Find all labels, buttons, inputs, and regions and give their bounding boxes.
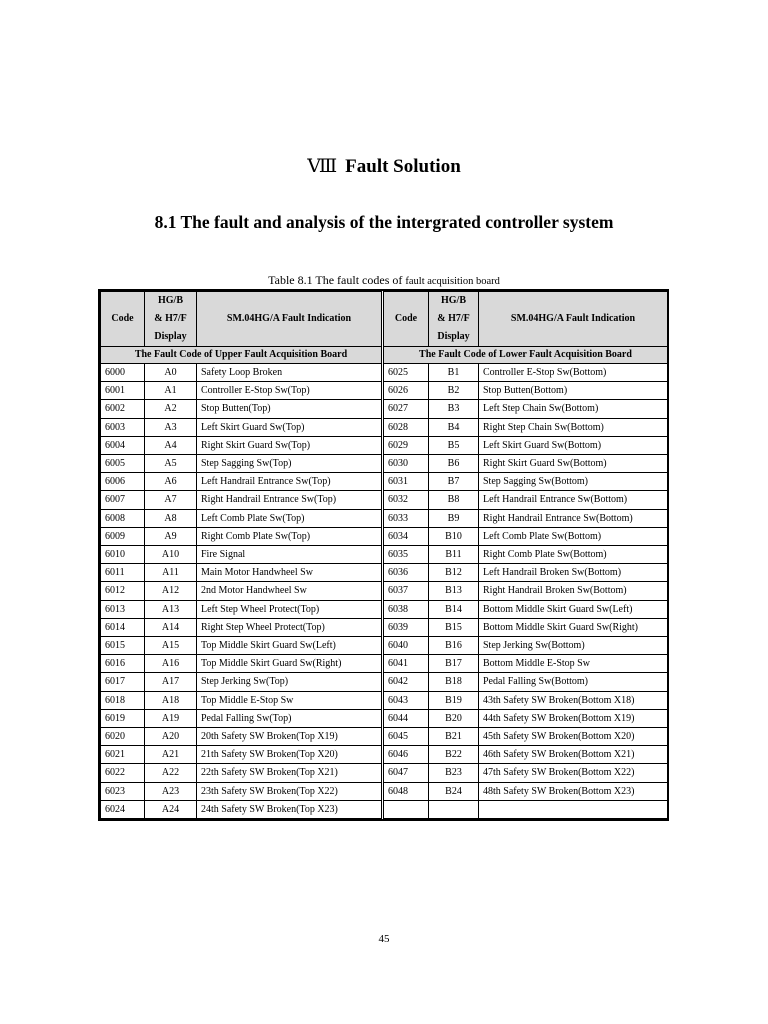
upper-indication-cell: Pedal Falling Sw(Top) (197, 709, 383, 727)
lower-display-cell: B15 (429, 618, 479, 636)
upper-display-cell: A22 (145, 764, 197, 782)
lower-display-cell: B23 (429, 764, 479, 782)
upper-display-cell: A21 (145, 746, 197, 764)
upper-indication-cell: Right Handrail Entrance Sw(Top) (197, 491, 383, 509)
lower-code-cell: 6044 (383, 709, 429, 727)
lower-indication-cell: Step Jerking Sw(Bottom) (479, 637, 668, 655)
lower-code-cell: 6032 (383, 491, 429, 509)
table-row (101, 436, 668, 454)
lower-code-cell: 6033 (383, 509, 429, 527)
lower-display-cell: B12 (429, 564, 479, 582)
upper-indication-cell: Controller E-Stop Sw(Top) (197, 382, 383, 400)
lower-code-cell: 6028 (383, 418, 429, 436)
table-row (101, 800, 668, 818)
lower-indication-cell: Right Handrail Broken Sw(Bottom) (479, 582, 668, 600)
lower-code-cell: 6031 (383, 473, 429, 491)
upper-display-cell: A14 (145, 618, 197, 636)
table-body (101, 364, 668, 819)
table-row (101, 455, 668, 473)
upper-code-cell: 6024 (101, 800, 145, 818)
page-number: 45 (378, 933, 390, 945)
table-row (101, 473, 668, 491)
lower-code-cell: 6030 (383, 455, 429, 473)
lower-display-cell: B19 (429, 691, 479, 709)
table-caption-small: fault acquisition board (405, 276, 500, 287)
lower-code-cell: 6035 (383, 546, 429, 564)
lower-indication-cell: Bottom Middle Skirt Guard Sw(Left) (479, 600, 668, 618)
upper-code-cell: 6017 (101, 673, 145, 691)
upper-display-cell: A8 (145, 509, 197, 527)
upper-code-cell: 6015 (101, 637, 145, 655)
header-display-line1: HG/B (440, 295, 466, 306)
header-display-line2: & H7/F (154, 313, 187, 324)
upper-display-cell: A5 (145, 455, 197, 473)
upper-indication-cell: Right Skirt Guard Sw(Top) (197, 436, 383, 454)
table-row (101, 746, 668, 764)
chapter-heading (0, 155, 768, 178)
upper-code-cell: 6018 (101, 691, 145, 709)
chapter-title: Fault Solution (345, 156, 461, 177)
header-code-right: Code (383, 292, 429, 347)
lower-indication-cell: Right Step Chain Sw(Bottom) (479, 418, 668, 436)
lower-indication-cell: Stop Butten(Bottom) (479, 382, 668, 400)
upper-display-cell: A10 (145, 546, 197, 564)
lower-display-cell: B3 (429, 400, 479, 418)
upper-code-cell: 6022 (101, 764, 145, 782)
table-row (101, 418, 668, 436)
upper-code-cell: 6019 (101, 709, 145, 727)
upper-display-cell: A13 (145, 600, 197, 618)
upper-display-cell: A17 (145, 673, 197, 691)
table-row (101, 691, 668, 709)
table-row (101, 582, 668, 600)
table-row (101, 546, 668, 564)
header-display-line2: & H7/F (437, 313, 470, 324)
header-indication: SM.04HG/A Fault Indication (197, 292, 383, 347)
lower-display-cell: B11 (429, 546, 479, 564)
lower-indication-cell: Bottom Middle Skirt Guard Sw(Right) (479, 618, 668, 636)
upper-indication-cell: Step Jerking Sw(Top) (197, 673, 383, 691)
lower-indication-cell: 48th Safety SW Broken(Bottom X23) (479, 782, 668, 800)
lower-code-cell: 6047 (383, 764, 429, 782)
lower-code-cell: 6041 (383, 655, 429, 673)
upper-indication-cell: 20th Safety SW Broken(Top X19) (197, 728, 383, 746)
table-row (101, 728, 668, 746)
upper-code-cell: 6006 (101, 473, 145, 491)
upper-display-cell: A0 (145, 364, 197, 382)
header-indication-right: SM.04HG/A Fault Indication (479, 292, 668, 347)
upper-code-cell: 6014 (101, 618, 145, 636)
upper-display-cell: A7 (145, 491, 197, 509)
upper-display-cell: A2 (145, 400, 197, 418)
lower-indication-cell: Right Comb Plate Sw(Bottom) (479, 546, 668, 564)
table-row (101, 400, 668, 418)
table-row (101, 491, 668, 509)
lower-indication-cell: 43th Safety SW Broken(Bottom X18) (479, 691, 668, 709)
lower-indication-cell: Left Step Chain Sw(Bottom) (479, 400, 668, 418)
lower-code-cell: 6036 (383, 564, 429, 582)
upper-code-cell: 6001 (101, 382, 145, 400)
upper-display-cell: A24 (145, 800, 197, 818)
table-row (101, 782, 668, 800)
chapter-numeral: Ⅷ (307, 155, 338, 177)
upper-display-cell: A23 (145, 782, 197, 800)
lower-indication-cell: Right Skirt Guard Sw(Bottom) (479, 455, 668, 473)
table-row (101, 637, 668, 655)
board-header-row (101, 347, 668, 364)
upper-indication-cell: Right Step Wheel Protect(Top) (197, 618, 383, 636)
lower-indication-cell: Left Skirt Guard Sw(Bottom) (479, 436, 668, 454)
header-display-right (429, 292, 479, 347)
upper-code-cell: 6021 (101, 746, 145, 764)
lower-indication-cell: Pedal Falling Sw(Bottom) (479, 673, 668, 691)
upper-indication-cell: Top Middle Skirt Guard Sw(Left) (197, 637, 383, 655)
lower-display-cell: B17 (429, 655, 479, 673)
upper-indication-cell: Fire Signal (197, 546, 383, 564)
lower-indication-cell: 47th Safety SW Broken(Bottom X22) (479, 764, 668, 782)
lower-indication-cell: Controller E-Stop Sw(Bottom) (479, 364, 668, 382)
lower-display-cell: B8 (429, 491, 479, 509)
upper-code-cell: 6020 (101, 728, 145, 746)
header-display-line1: HG/B (157, 295, 183, 306)
upper-indication-cell: 23th Safety SW Broken(Top X22) (197, 782, 383, 800)
lower-code-cell: 6043 (383, 691, 429, 709)
upper-indication-cell: Stop Butten(Top) (197, 400, 383, 418)
lower-indication-cell: Bottom Middle E-Stop Sw (479, 655, 668, 673)
upper-indication-cell: 21th Safety SW Broken(Top X20) (197, 746, 383, 764)
lower-display-cell: B14 (429, 600, 479, 618)
upper-code-cell: 6010 (101, 546, 145, 564)
lower-code-cell: 6027 (383, 400, 429, 418)
upper-display-cell: A18 (145, 691, 197, 709)
lower-indication-cell: 45th Safety SW Broken(Bottom X20) (479, 728, 668, 746)
header-display (145, 292, 197, 347)
lower-code-cell (383, 800, 429, 818)
header-display-line3: Display (154, 331, 187, 342)
lower-display-cell: B16 (429, 637, 479, 655)
upper-code-cell: 6023 (101, 782, 145, 800)
lower-code-cell: 6034 (383, 527, 429, 545)
upper-indication-cell: Left Handrail Entrance Sw(Top) (197, 473, 383, 491)
lower-code-cell: 6039 (383, 618, 429, 636)
upper-indication-cell: Step Sagging Sw(Top) (197, 455, 383, 473)
lower-code-cell: 6029 (383, 436, 429, 454)
section-heading: 8.1 The fault and analysis of the intergrated controller system (154, 212, 614, 232)
lower-code-cell: 6025 (383, 364, 429, 382)
table-row (101, 709, 668, 727)
lower-indication-cell: Left Comb Plate Sw(Bottom) (479, 527, 668, 545)
upper-code-cell: 6007 (101, 491, 145, 509)
lower-code-cell: 6026 (383, 382, 429, 400)
lower-indication-cell: Left Handrail Broken Sw(Bottom) (479, 564, 668, 582)
upper-display-cell: A16 (145, 655, 197, 673)
upper-code-cell: 6005 (101, 455, 145, 473)
upper-indication-cell: 22th Safety SW Broken(Top X21) (197, 764, 383, 782)
upper-indication-cell: Left Step Wheel Protect(Top) (197, 600, 383, 618)
upper-display-cell: A19 (145, 709, 197, 727)
lower-display-cell: B24 (429, 782, 479, 800)
upper-display-cell: A6 (145, 473, 197, 491)
upper-display-cell: A12 (145, 582, 197, 600)
lower-code-cell: 6045 (383, 728, 429, 746)
upper-code-cell: 6011 (101, 564, 145, 582)
lower-display-cell: B10 (429, 527, 479, 545)
lower-indication-cell: Right Handrail Entrance Sw(Bottom) (479, 509, 668, 527)
lower-display-cell: B9 (429, 509, 479, 527)
lower-display-cell: B13 (429, 582, 479, 600)
header-code: Code (101, 292, 145, 347)
lower-code-cell: 6040 (383, 637, 429, 655)
lower-display-cell: B1 (429, 364, 479, 382)
lower-display-cell: B22 (429, 746, 479, 764)
upper-indication-cell: Safety Loop Broken (197, 364, 383, 382)
lower-code-cell: 6038 (383, 600, 429, 618)
lower-display-cell: B20 (429, 709, 479, 727)
lower-indication-cell: 44th Safety SW Broken(Bottom X19) (479, 709, 668, 727)
lower-display-cell: B2 (429, 382, 479, 400)
lower-display-cell (429, 800, 479, 818)
table-row (101, 564, 668, 582)
upper-code-cell: 6002 (101, 400, 145, 418)
lower-display-cell: B18 (429, 673, 479, 691)
upper-display-cell: A3 (145, 418, 197, 436)
upper-display-cell: A9 (145, 527, 197, 545)
lower-indication-cell (479, 800, 668, 818)
upper-indication-cell: Right Comb Plate Sw(Top) (197, 527, 383, 545)
upper-code-cell: 6012 (101, 582, 145, 600)
upper-code-cell: 6004 (101, 436, 145, 454)
upper-display-cell: A20 (145, 728, 197, 746)
upper-display-cell: A15 (145, 637, 197, 655)
upper-code-cell: 6008 (101, 509, 145, 527)
header-display-line3: Display (437, 331, 470, 342)
upper-display-cell: A11 (145, 564, 197, 582)
upper-indication-cell: Main Motor Handwheel Sw (197, 564, 383, 582)
lower-display-cell: B6 (429, 455, 479, 473)
table-row (101, 600, 668, 618)
upper-indication-cell: Left Comb Plate Sw(Top) (197, 509, 383, 527)
lower-code-cell: 6048 (383, 782, 429, 800)
table-row (101, 655, 668, 673)
lower-display-cell: B21 (429, 728, 479, 746)
upper-board-heading: The Fault Code of Upper Fault Acquisition Board (101, 347, 383, 364)
upper-code-cell: 6000 (101, 364, 145, 382)
lower-indication-cell: Step Sagging Sw(Bottom) (479, 473, 668, 491)
lower-code-cell: 6037 (383, 582, 429, 600)
upper-indication-cell: Top Middle Skirt Guard Sw(Right) (197, 655, 383, 673)
table-row (101, 673, 668, 691)
fault-code-table (98, 289, 669, 821)
upper-indication-cell: 2nd Motor Handwheel Sw (197, 582, 383, 600)
upper-indication-cell: Left Skirt Guard Sw(Top) (197, 418, 383, 436)
lower-display-cell: B4 (429, 418, 479, 436)
lower-board-heading: The Fault Code of Lower Fault Acquisition Board (383, 347, 668, 364)
upper-indication-cell: Top Middle E-Stop Sw (197, 691, 383, 709)
upper-code-cell: 6003 (101, 418, 145, 436)
table-caption-main: Table 8.1 The fault codes of (268, 273, 403, 287)
upper-indication-cell: 24th Safety SW Broken(Top X23) (197, 800, 383, 818)
upper-code-cell: 6013 (101, 600, 145, 618)
upper-code-cell: 6009 (101, 527, 145, 545)
lower-code-cell: 6046 (383, 746, 429, 764)
lower-indication-cell: Left Handrail Entrance Sw(Bottom) (479, 491, 668, 509)
table-row (101, 509, 668, 527)
lower-code-cell: 6042 (383, 673, 429, 691)
table-row (101, 764, 668, 782)
table-header-row (101, 292, 668, 347)
table-row (101, 382, 668, 400)
table-caption (0, 273, 768, 288)
lower-display-cell: B5 (429, 436, 479, 454)
table-row (101, 618, 668, 636)
table-row (101, 364, 668, 382)
lower-display-cell: B7 (429, 473, 479, 491)
upper-display-cell: A1 (145, 382, 197, 400)
upper-code-cell: 6016 (101, 655, 145, 673)
lower-indication-cell: 46th Safety SW Broken(Bottom X21) (479, 746, 668, 764)
table-row (101, 527, 668, 545)
upper-display-cell: A4 (145, 436, 197, 454)
